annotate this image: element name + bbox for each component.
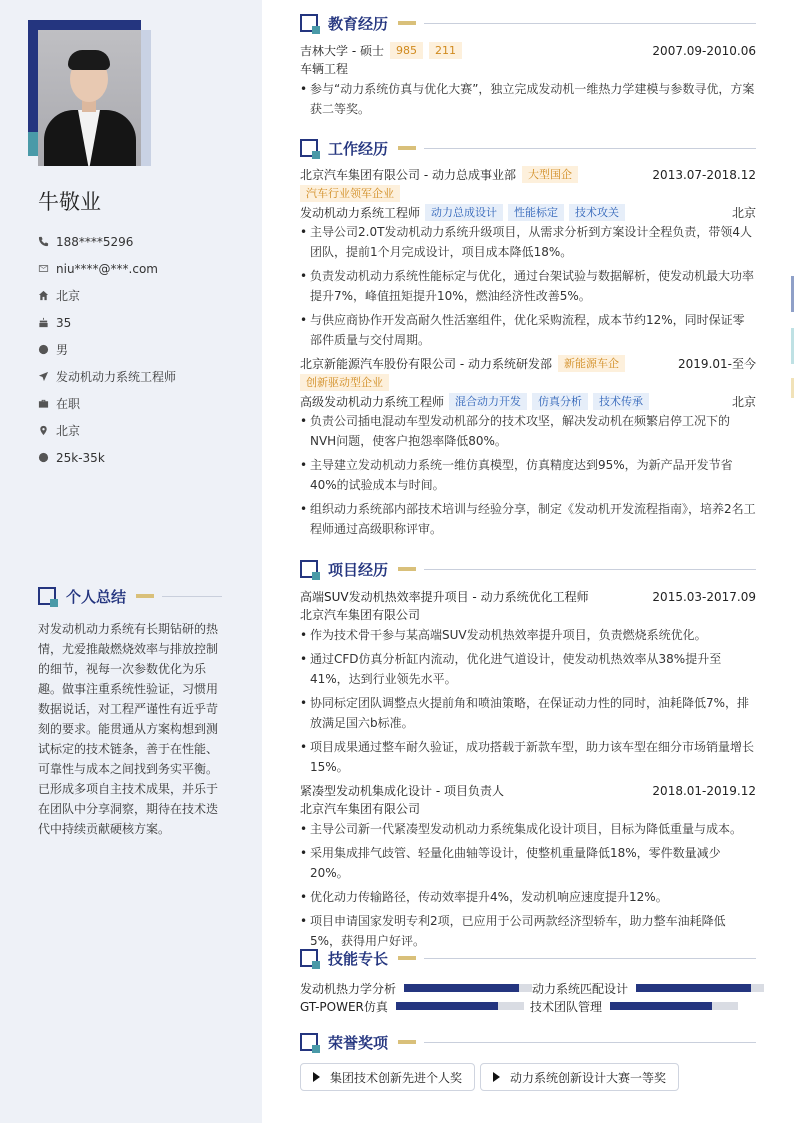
project-name: 高端SUV发动机热效率提升项目 - 动力系统优化工程师 — [300, 590, 589, 604]
job-date: 2013.07-2018.12 — [652, 167, 756, 182]
phone-icon — [38, 236, 56, 247]
summary-header — [38, 585, 222, 607]
projects-section — [300, 558, 756, 955]
skill-item — [300, 980, 532, 997]
salary-icon — [38, 452, 56, 463]
project-date: 2018.01-2019.12 — [652, 783, 756, 798]
skill-tag: 仿真分析 — [532, 393, 588, 410]
sidebar — [0, 0, 262, 1123]
project-bullet: • 项目申请国家发明专利2项，已应用于公司两款经济型轿车，助力整车油耗降低5%，获得用户好评。 — [300, 911, 756, 951]
location-icon — [38, 425, 56, 436]
job-position: 高级发动机动力系统工程师 — [300, 395, 445, 409]
skill-name: 发动机热力学分析 — [300, 981, 397, 996]
job-city: 北京 — [731, 206, 756, 220]
education-bullet: • 参与“动力系统仿真与优化大赛”，独立完成发动机一维热力学建模与参数寻优，方案获二等奖。 — [300, 79, 756, 119]
education-header — [300, 12, 756, 34]
job-bullet: • 主导公司2.0T发动机动力系统升级项目，从需求分析到方案设计全程负责，带领4人团队，提前1个月完成设计，项目成本降低18%。 — [300, 222, 756, 262]
contact-position: 发动机动力系统工程师 — [38, 363, 176, 390]
company-tag: 创新驱动型企业 — [300, 374, 389, 391]
project-org: 北京汽车集团有限公司 — [300, 608, 421, 622]
honors-title: 荣誉奖项 — [328, 1033, 389, 1052]
avatar — [38, 30, 141, 166]
education-title: 教育经历 — [328, 14, 389, 33]
skill-name: GT-POWER仿真 — [300, 999, 388, 1014]
project-bullet: • 采用集成排气歧管、轻量化曲轴等设计，使整机重量降低18%，零件数量减少20%。 — [300, 843, 756, 883]
contact-location: 北京 — [38, 417, 176, 444]
contact-salary: 25k-35k — [38, 444, 176, 471]
skill-item — [300, 998, 530, 1015]
summary-title: 个人总结 — [66, 587, 127, 606]
contact-list — [38, 228, 176, 471]
section-square-icon — [38, 587, 56, 605]
projects-header — [300, 558, 756, 580]
job-entry — [300, 165, 756, 350]
project-name: 紧凑型发动机集成化设计 - 项目负责人 — [300, 784, 504, 798]
company-name: 北京汽车集团有限公司 - 动力总成事业部 — [300, 168, 516, 182]
work-section — [300, 137, 756, 543]
skill-name: 动力系统匹配设计 — [532, 981, 629, 996]
job-entry — [300, 354, 756, 539]
job-bullet: • 组织动力系统部内部技术培训与经验分享，制定《发动机开发流程指南》，培养2名工程师通过高级职称评审。 — [300, 499, 756, 539]
award-item: 集团技术创新先进个人奖 — [300, 1063, 475, 1091]
project-bullet: • 项目成果通过整车耐久验证，成功搭载于新款车型，助力该车型在细分市场销量增长15%。 — [300, 737, 756, 777]
education-row — [300, 41, 756, 60]
skill-bar — [396, 1002, 524, 1010]
job-date: 2019.01-至今 — [678, 357, 756, 371]
contact-phone: 188****5296 — [38, 228, 176, 255]
skill-tag: 技术攻关 — [569, 204, 625, 221]
play-icon — [493, 1072, 500, 1082]
skill-tag: 性能标定 — [508, 204, 564, 221]
job-bullet: • 与供应商协作开发高耐久性活塞组件，优化采购流程，成本节约12%，同时保证零部件质量与交付周期。 — [300, 310, 756, 350]
school-tag: 985 — [390, 42, 423, 59]
skill-name: 技术团队管理 — [530, 999, 603, 1014]
education-date: 2007.09-2010.06 — [652, 43, 756, 58]
school-name: 吉林大学 - 硕士 — [300, 44, 384, 58]
school-tag: 211 — [429, 42, 462, 59]
project-bullet: • 主导公司新一代紧凑型发动机动力系统集成化设计项目，目标为降低重量与成本。 — [300, 819, 756, 839]
home-icon — [38, 290, 56, 301]
project-entry — [300, 781, 756, 951]
person-icon — [38, 344, 56, 355]
skill-item — [530, 998, 738, 1015]
send-icon — [38, 371, 56, 382]
skill-item — [532, 980, 764, 997]
play-icon — [313, 1072, 320, 1082]
skill-tag: 混合动力开发 — [449, 393, 527, 410]
job-position: 发动机动力系统工程师 — [300, 206, 421, 220]
company-tag: 汽车行业领军企业 — [300, 185, 400, 202]
job-bullet: • 负责发动机动力系统性能标定与优化，通过台架试验与数据解析，使发动机最大功率提升7%，峰值扭矩提升10%，燃油经济性改善5%。 — [300, 266, 756, 306]
honors-header — [300, 1031, 756, 1053]
candidate-name: 牛敬业 — [38, 190, 101, 214]
project-bullet: • 协同标定团队调整点火提前角和喷油策略，在保证动力性的同时，油耗降低7%，排放满足国六b标准。 — [300, 693, 756, 733]
contact-gender: 男 — [38, 336, 176, 363]
summary-section — [38, 585, 222, 839]
skills-header — [300, 947, 756, 969]
skill-tag: 动力总成设计 — [425, 204, 503, 221]
honors-section — [300, 1031, 756, 1091]
summary-text: 对发动机动力系统有长期钻研的热情，尤爱推敲燃烧效率与排放控制的细节，视每一次参数优化为乐趣。做事注重系统性验证，习惯用数据说话，对工程严谨性有近乎苛刻的要求。能贯通从方案构想到测试标定的技术链条，善于在性能、可靠性与成本之间找到务实平衡。已形成多项自主技术成果，并乐于在团队中分享洞察，期待在技术迭代中持续贡献硬核方案。 — [38, 622, 219, 836]
photo-frame — [28, 20, 153, 166]
company-tag: 新能源车企 — [558, 355, 625, 372]
section-square-icon — [300, 1033, 318, 1051]
contact-email: niu****@***.com — [38, 255, 176, 282]
project-org: 北京汽车集团有限公司 — [300, 802, 421, 816]
skills-section — [300, 947, 756, 1015]
mail-icon — [38, 263, 56, 274]
briefcase-icon — [38, 398, 56, 409]
contact-age: 35 — [38, 309, 176, 336]
education-section — [300, 12, 756, 123]
company-tag: 大型国企 — [522, 166, 578, 183]
section-square-icon — [300, 949, 318, 967]
contact-hometown: 北京 — [38, 282, 176, 309]
job-bullet: • 负责公司插电混动车型发动机部分的技术攻坚，解决发动机在频繁启停工况下的NVH问题，使客户抱怨率降低80%。 — [300, 411, 756, 451]
project-bullet: • 优化动力传输路径，传动效率提升4%，发动机响应速度提升12%。 — [300, 887, 756, 907]
award-item: 动力系统创新设计大赛一等奖 — [480, 1063, 679, 1091]
work-title: 工作经历 — [328, 139, 389, 158]
skill-bar — [404, 984, 532, 992]
projects-title: 项目经历 — [328, 560, 389, 579]
section-square-icon — [300, 139, 318, 157]
skills-title: 技能专长 — [328, 949, 389, 968]
job-city: 北京 — [731, 395, 756, 409]
project-bullet: • 作为技术骨干参与某高端SUV发动机热效率提升项目，负责燃烧系统优化。 — [300, 625, 756, 645]
project-bullet: • 通过CFD仿真分析缸内流动，优化进气道设计，使发动机热效率从38%提升至41%，达到行业领先水平。 — [300, 649, 756, 689]
project-date: 2015.03-2017.09 — [652, 589, 756, 604]
job-bullet: • 主导建立发动机动力系统一维仿真模型，仿真精度达到95%，为新产品开发节省40%的试验成本与时间。 — [300, 455, 756, 495]
section-square-icon — [300, 560, 318, 578]
skill-bar — [636, 984, 764, 992]
skill-bar — [610, 1002, 738, 1010]
company-name: 北京新能源汽车股份有限公司 - 动力系统研发部 — [300, 357, 552, 371]
contact-status: 在职 — [38, 390, 176, 417]
cake-icon — [38, 317, 56, 328]
project-entry — [300, 587, 756, 777]
major: 车辆工程 — [300, 62, 349, 76]
section-square-icon — [300, 14, 318, 32]
skill-tag: 技术传承 — [593, 393, 649, 410]
work-header — [300, 137, 756, 159]
